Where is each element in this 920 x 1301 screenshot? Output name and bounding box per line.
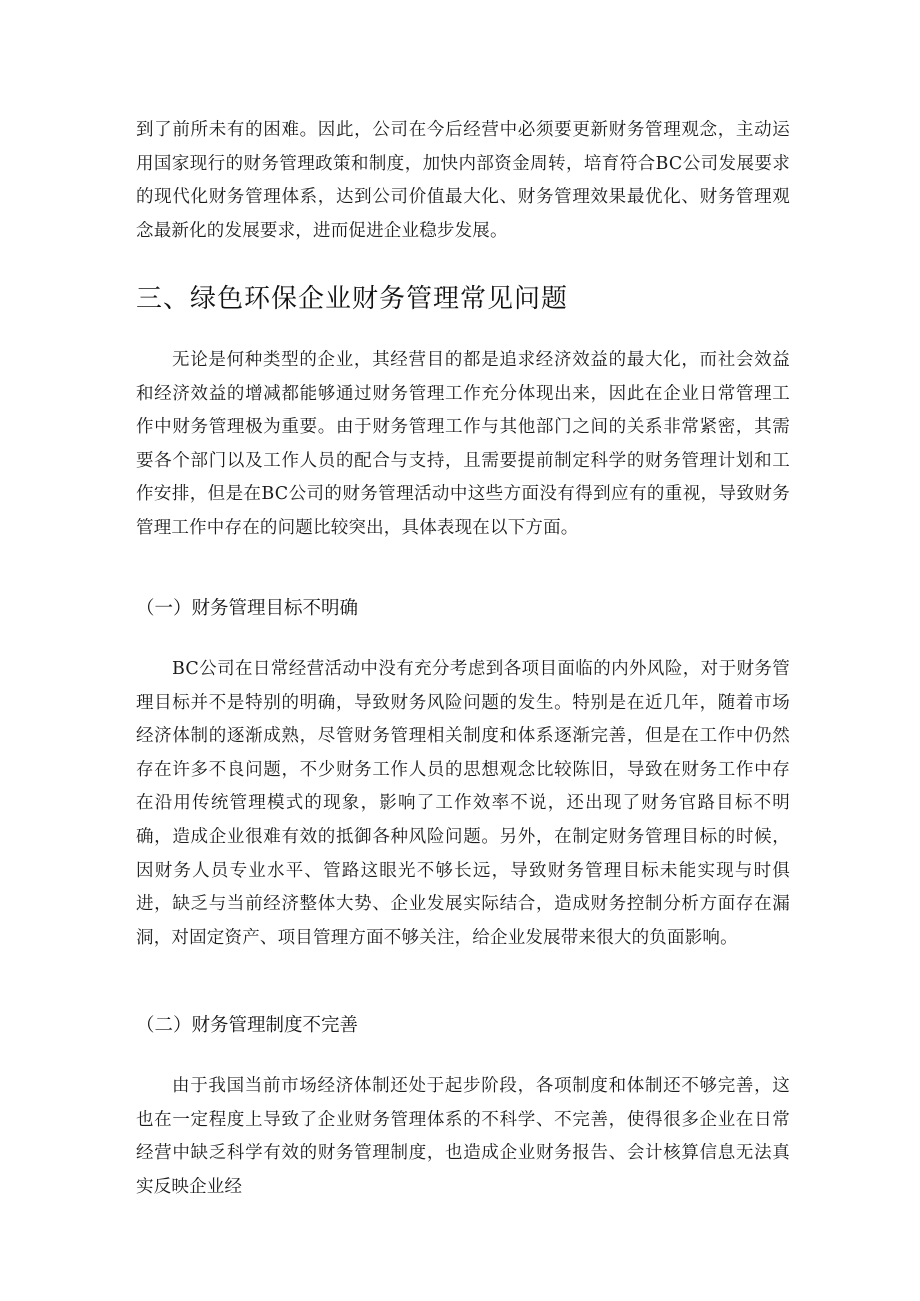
subheading-2: （二）财务管理制度不完善 xyxy=(136,1015,359,1036)
section-heading: 三、绿色环保企业财务管理常见问题 xyxy=(136,284,569,314)
subheading-1: （一）财务管理目标不明确 xyxy=(136,598,359,619)
paragraph-intro: 到了前所未有的困难。因此，公司在今后经营中必须要更新财务管理观念，主动运用国家现行的财务管理政策和制度，加快内部资金周转，培育符合BC公司发展要求的现代化财务管理体系，达到公司价值最大化、财务管理效果最优化、财务管理观念最新化的发展要求，进而促进企业稳步发展。 xyxy=(136,120,790,241)
paragraph-sub-1: BC公司在日常经营活动中没有充分考虑到各项目面临的内外风险，对于财务管理目标并不是特别的明确，导致财务风险问题的发生。特别是在近几年，随着市场经济体制的逐渐成熟，尽管财务管理相关制度和体系逐渐完善，但是在工作中仍然存在许多不良问题，不少财务工作人员的思想观念比较陈旧，导致在财务工作中存在沿用传统管理模式的现象，影响了工作效率不说，还出现了财务官路目标不明确，造成企业很难有效的抵御各种风险问题。另外，在制定财务管理目标的时候，因财务人员专业水平、管路这眼光不够长远，导致财务管理目标未能实现与时俱进，缺乏与当前经济整体大势、企业发展实际结合，造成财务控制分析方面存在漏洞，对固定资产、项目管理方面不够关注，给企业发展带来很大的负面影响。 xyxy=(136,659,790,948)
paragraph-section: 无论是何种类型的企业，其经营目的都是追求经济效益的最大化，而社会效益和经济效益的增减都能够通过财务管理工作充分体现出来，因此在企业日常管理工作中财务管理极为重要。由于财务管理工作与其他部门之间的关系非常紧密，其需要各个部门以及工作人员的配合与支持，且需要提前制定科学的财务管理计划和工作安排，但是在BC公司的财务管理活动中这些方面没有得到应有的重视，导致财务管理工作中存在的问题比较突出，具体表现在以下方面。 xyxy=(136,350,790,538)
paragraph-sub-2: 由于我国当前市场经济体制还处于起步阶段，各项制度和体制还不够完善，这也在一定程度上导致了企业财务管理体系的不科学、不完善，使得很多企业在日常经营中缺乏科学有效的财务管理制度，也造成企业财务报告、会计核算信息无法真实反映企业经 xyxy=(136,1076,790,1197)
